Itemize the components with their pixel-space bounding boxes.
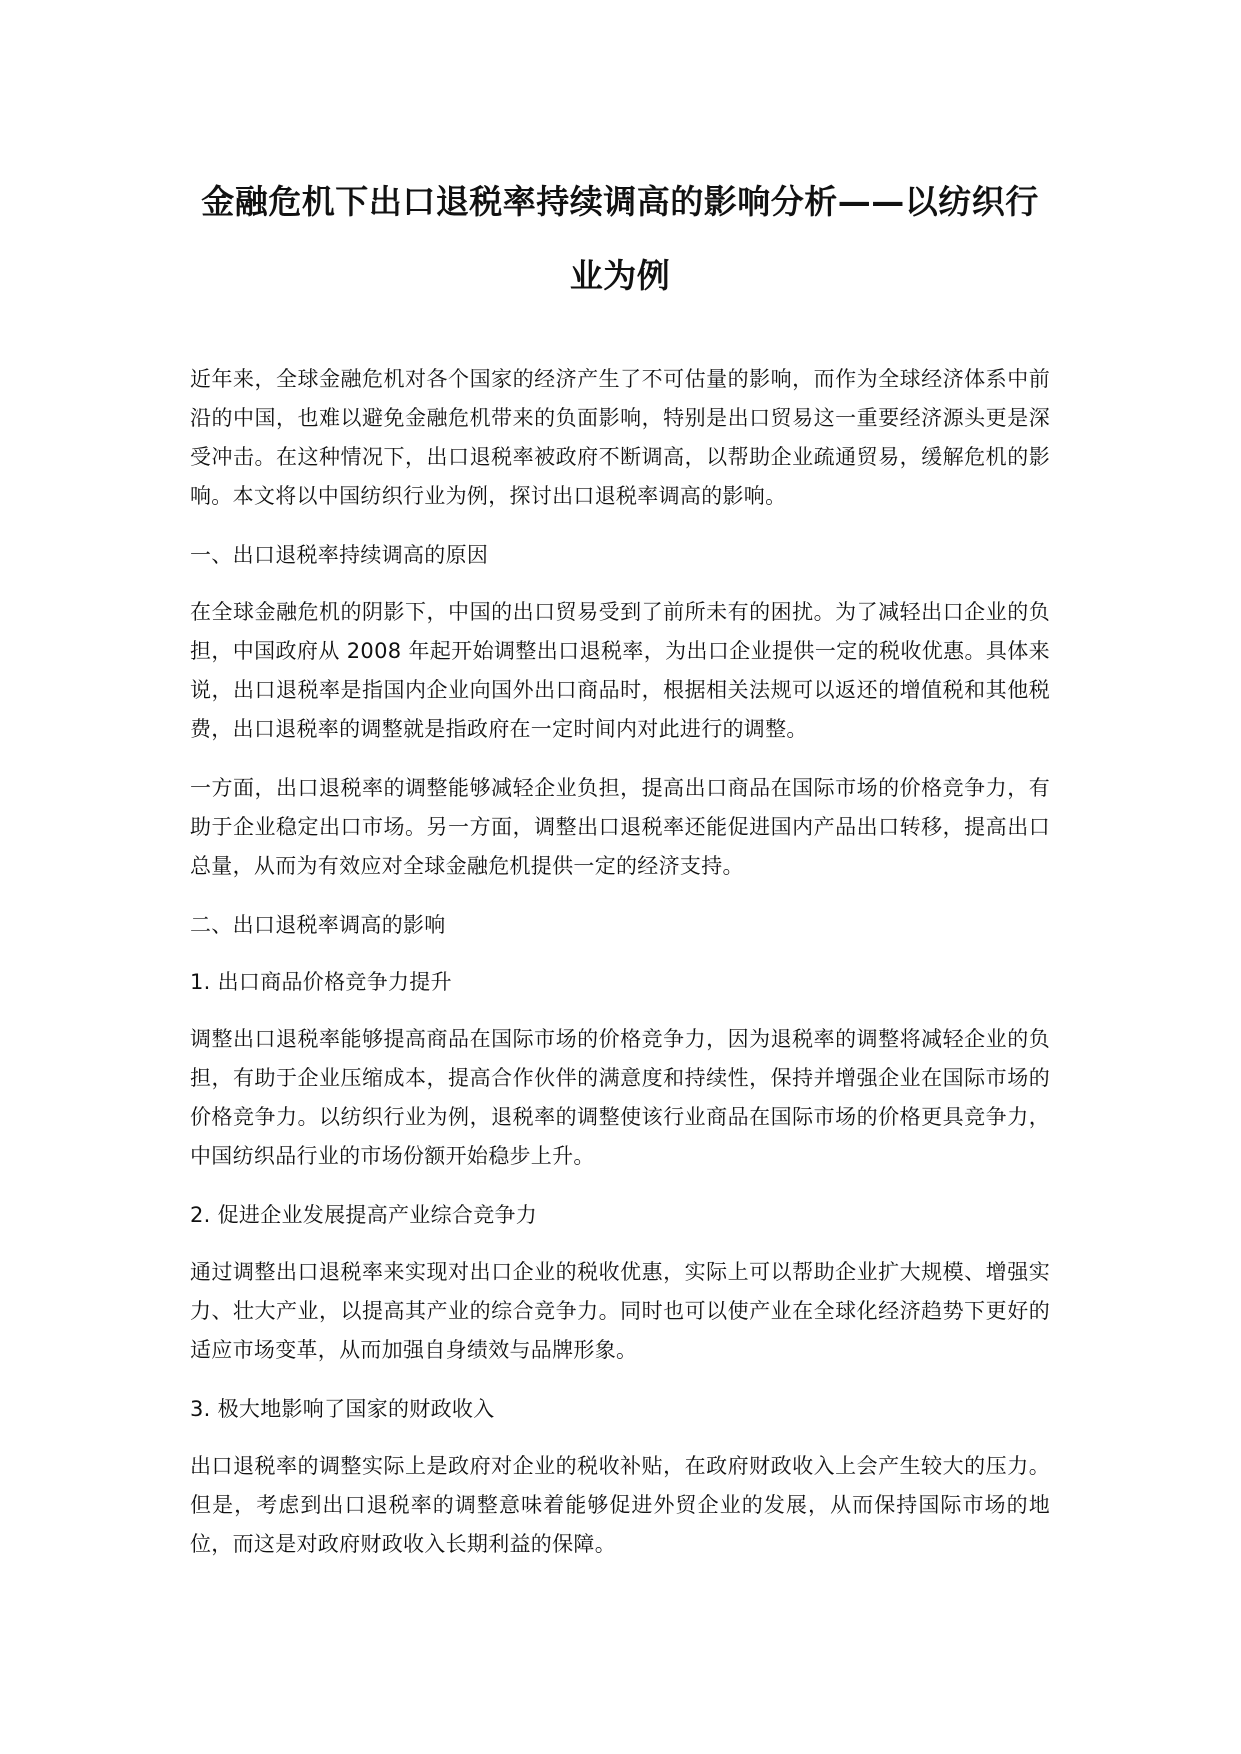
section-heading-2: 二、出口退税率调高的影响 [190, 913, 446, 937]
paragraph: 在全球金融危机的阴影下，中国的出口贸易受到了前所未有的困扰。为了减轻出口企业的负担，中国政府从 2008 年起开始调整出口退税率，为出口企业提供一定的税收优惠。具体来说，出口退税率是指国内企业向国外出口商品时，根据相关法规可以返还的增值税和其他税费，出口退税率的调整就是指政府在一定时间内对此进行的调整。 [190, 600, 1050, 741]
document-title-line-2: 业为例 [569, 256, 671, 295]
section-heading-1: 一、出口退税率持续调高的原因 [190, 543, 489, 567]
paragraph: 通过调整出口退税率来实现对出口企业的税收优惠，实际上可以帮助企业扩大规模、增强实力、壮大产业，以提高其产业的综合竞争力。同时也可以使产业在全球化经济趋势下更好的适应市场变革，从而加强自身绩效与品牌形象。 [190, 1260, 1050, 1362]
subsection-heading-3: 3. 极大地影响了国家的财政收入 [190, 1397, 495, 1421]
document-title-line-1: 金融危机下出口退税率持续调高的影响分析——以纺织行 [201, 182, 1039, 221]
document-body [190, 360, 1050, 1584]
paragraph: 一方面，出口退税率的调整能够减轻企业负担，提高出口商品在国际市场的价格竞争力，有助于企业稳定出口市场。另一方面，调整出口退税率还能促进国内产品出口转移，提高出口总量，从而为有效应对全球金融危机提供一定的经济支持。 [190, 776, 1050, 878]
subsection-heading-1: 1. 出口商品价格竞争力提升 [190, 970, 452, 994]
subsection-heading-2: 2. 促进企业发展提高产业综合竞争力 [190, 1203, 538, 1227]
paragraph: 调整出口退税率能够提高商品在国际市场的价格竞争力，因为退税率的调整将减轻企业的负担，有助于企业压缩成本，提高合作伙伴的满意度和持续性，保持并增强企业在国际市场的价格竞争力。以纺织行业为例，退税率的调整使该行业商品在国际市场的价格更具竞争力，中国纺织品行业的市场份额开始稳步上升。 [190, 1027, 1050, 1168]
paragraph: 出口退税率的调整实际上是政府对企业的税收补贴，在政府财政收入上会产生较大的压力。但是，考虑到出口退税率的调整意味着能够促进外贸企业的发展，从而保持国际市场的地位，而这是对政府财政收入长期利益的保障。 [190, 1454, 1050, 1556]
paragraph-intro: 近年来，全球金融危机对各个国家的经济产生了不可估量的影响，而作为全球经济体系中前沿的中国，也难以避免金融危机带来的负面影响，特别是出口贸易这一重要经济源头更是深受冲击。在这种情况下，出口退税率被政府不断调高，以帮助企业疏通贸易，缓解危机的影响。本文将以中国纺织行业为例，探讨出口退税率调高的影响。 [190, 367, 1050, 508]
